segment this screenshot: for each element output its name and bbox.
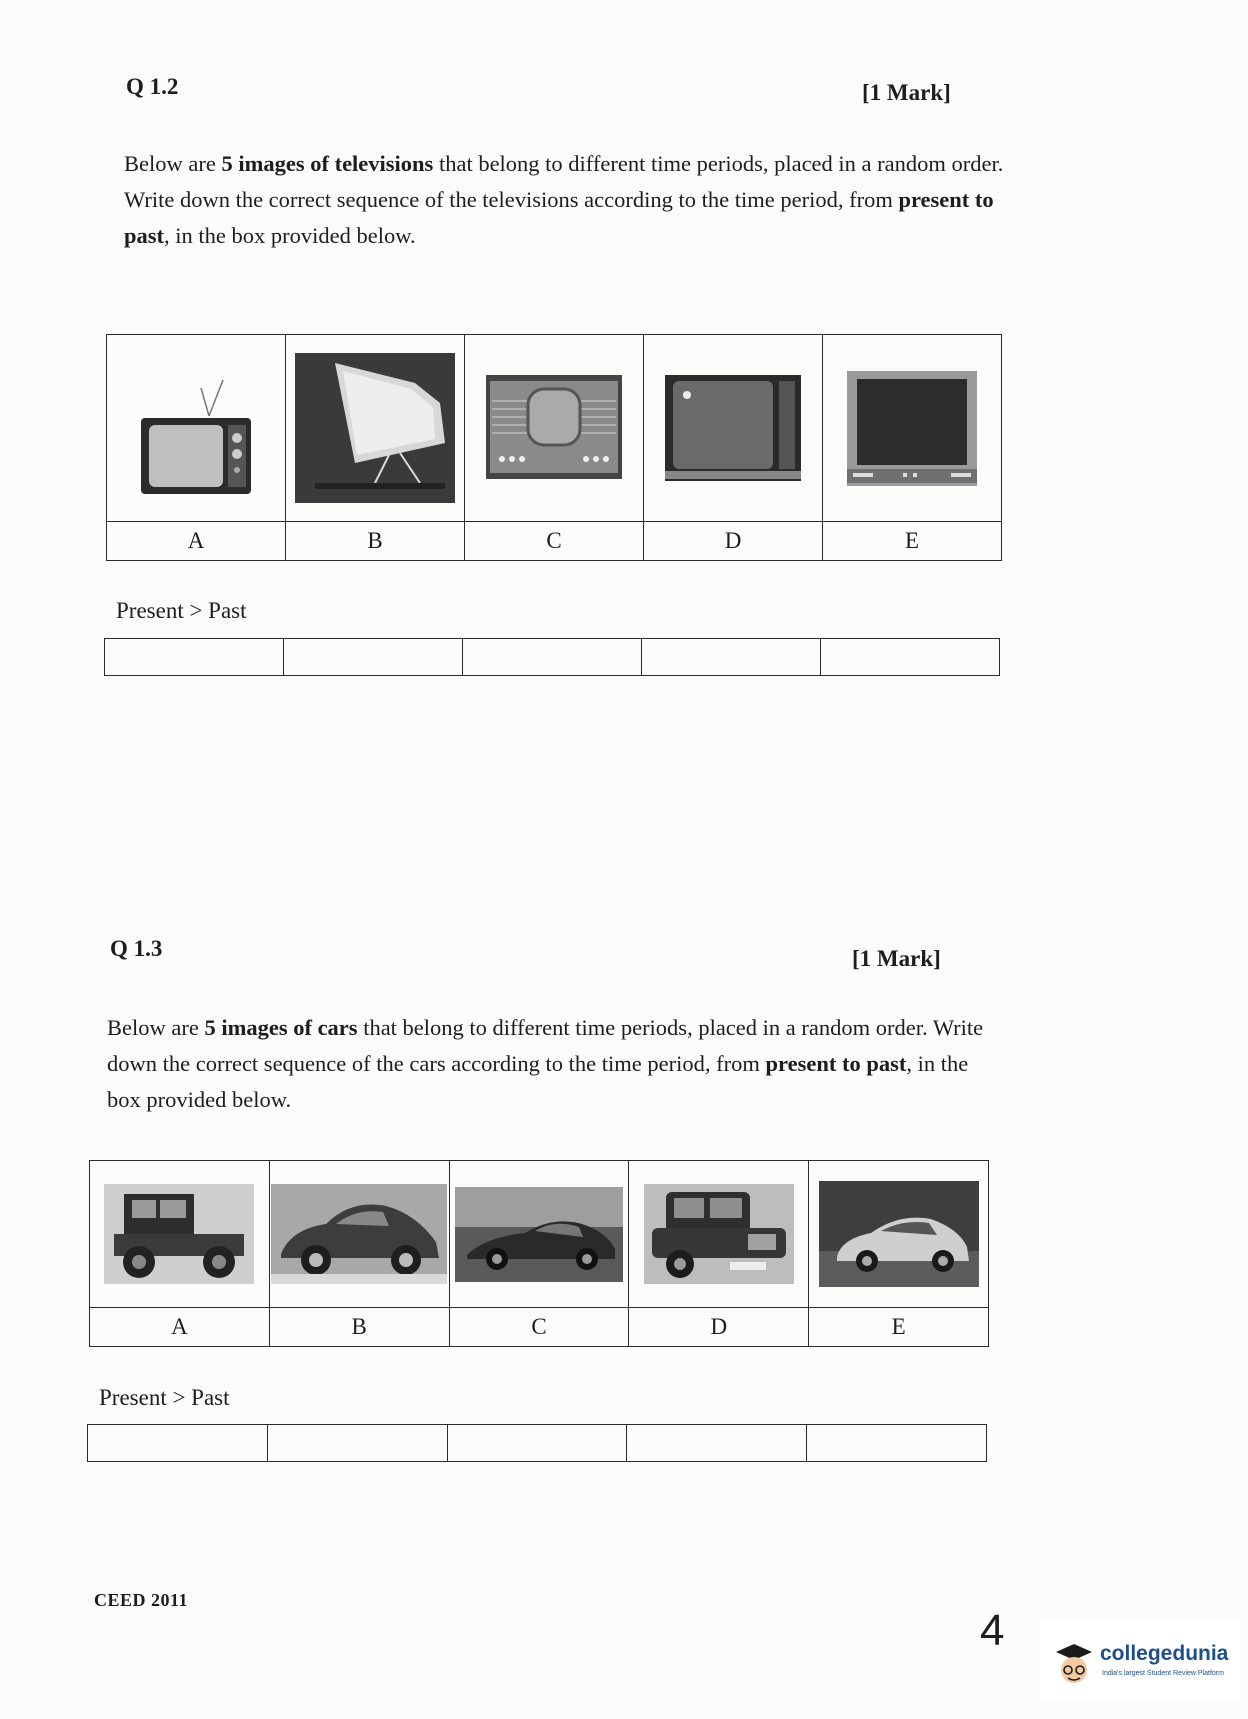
car-label-d: D (629, 1308, 809, 1347)
tv-a-image (131, 358, 261, 498)
q12-instructions: Below are 5 images of televisions that belong to different time periods, placed in a random order. Write down the correct sequence of the televisions according to the time period, from present to past, in the box provided below. (124, 151, 1004, 248)
tv-answer-box-1[interactable] (105, 639, 284, 676)
car-answer-box-3[interactable] (447, 1425, 627, 1462)
tv-answer-box-4[interactable] (642, 639, 821, 676)
q12-present-past-label: Present > Past (116, 598, 247, 623)
car-b-image (271, 1184, 447, 1284)
tv-label-c: C (465, 522, 644, 561)
q13-present-past-label: Present > Past (99, 1385, 230, 1410)
collegedunia-logo[interactable] (1040, 1620, 1240, 1700)
tv-e-image (847, 371, 977, 486)
page-number: 4 (980, 1606, 1005, 1655)
q12-number: Q 1.2 (126, 74, 179, 99)
car-a-cell (90, 1161, 270, 1308)
car-e-cell (809, 1161, 989, 1308)
car-c-image (455, 1187, 623, 1282)
tv-answer-box-5[interactable] (821, 639, 1000, 676)
tv-label-e: E (823, 522, 1002, 561)
car-c-cell (449, 1161, 629, 1308)
tv-b-image (295, 353, 455, 503)
car-a-image (104, 1184, 254, 1284)
car-label-b: B (269, 1308, 449, 1347)
tv-c-image (484, 373, 624, 483)
tv-b-cell (286, 335, 465, 522)
car-answer-box-4[interactable] (627, 1425, 807, 1462)
tv-e-cell (823, 335, 1002, 522)
q13-number: Q 1.3 (110, 936, 163, 961)
exam-footer-label: CEED 2011 (94, 1590, 189, 1610)
logo-tagline: India's largest Student Review Platform (1102, 1670, 1224, 1677)
logo-wordmark: collegedunia (1100, 1642, 1229, 1665)
q13-mark: [1 Mark] (852, 946, 941, 971)
q13-answer-table (87, 1424, 987, 1462)
tv-a-cell (107, 335, 286, 522)
tv-answer-box-3[interactable] (463, 639, 642, 676)
car-label-e: E (809, 1308, 989, 1347)
tv-d-image (663, 373, 803, 483)
tv-d-cell (644, 335, 823, 522)
car-answer-box-5[interactable] (807, 1425, 987, 1462)
tv-label-d: D (644, 522, 823, 561)
car-d-image (644, 1184, 794, 1284)
tv-c-cell (465, 335, 644, 522)
q12-mark: [1 Mark] (862, 80, 951, 105)
q12-answer-table (104, 638, 1000, 676)
car-label-c: C (449, 1308, 629, 1347)
q13-instructions: Below are 5 images of cars that belong to different time periods, placed in a random order. Write down the correct sequence of the cars according to the time period, from present to past, in the box provided below. (107, 1015, 984, 1112)
car-answer-box-1[interactable] (88, 1425, 268, 1462)
car-d-cell (629, 1161, 809, 1308)
q12-image-table (106, 334, 1002, 561)
car-b-cell (269, 1161, 449, 1308)
mascot-icon (1052, 1640, 1096, 1688)
tv-answer-box-2[interactable] (284, 639, 463, 676)
tv-label-b: B (286, 522, 465, 561)
car-e-image (819, 1181, 979, 1287)
car-answer-box-2[interactable] (267, 1425, 447, 1462)
car-label-a: A (90, 1308, 270, 1347)
q13-image-table (89, 1160, 989, 1347)
tv-label-a: A (107, 522, 286, 561)
